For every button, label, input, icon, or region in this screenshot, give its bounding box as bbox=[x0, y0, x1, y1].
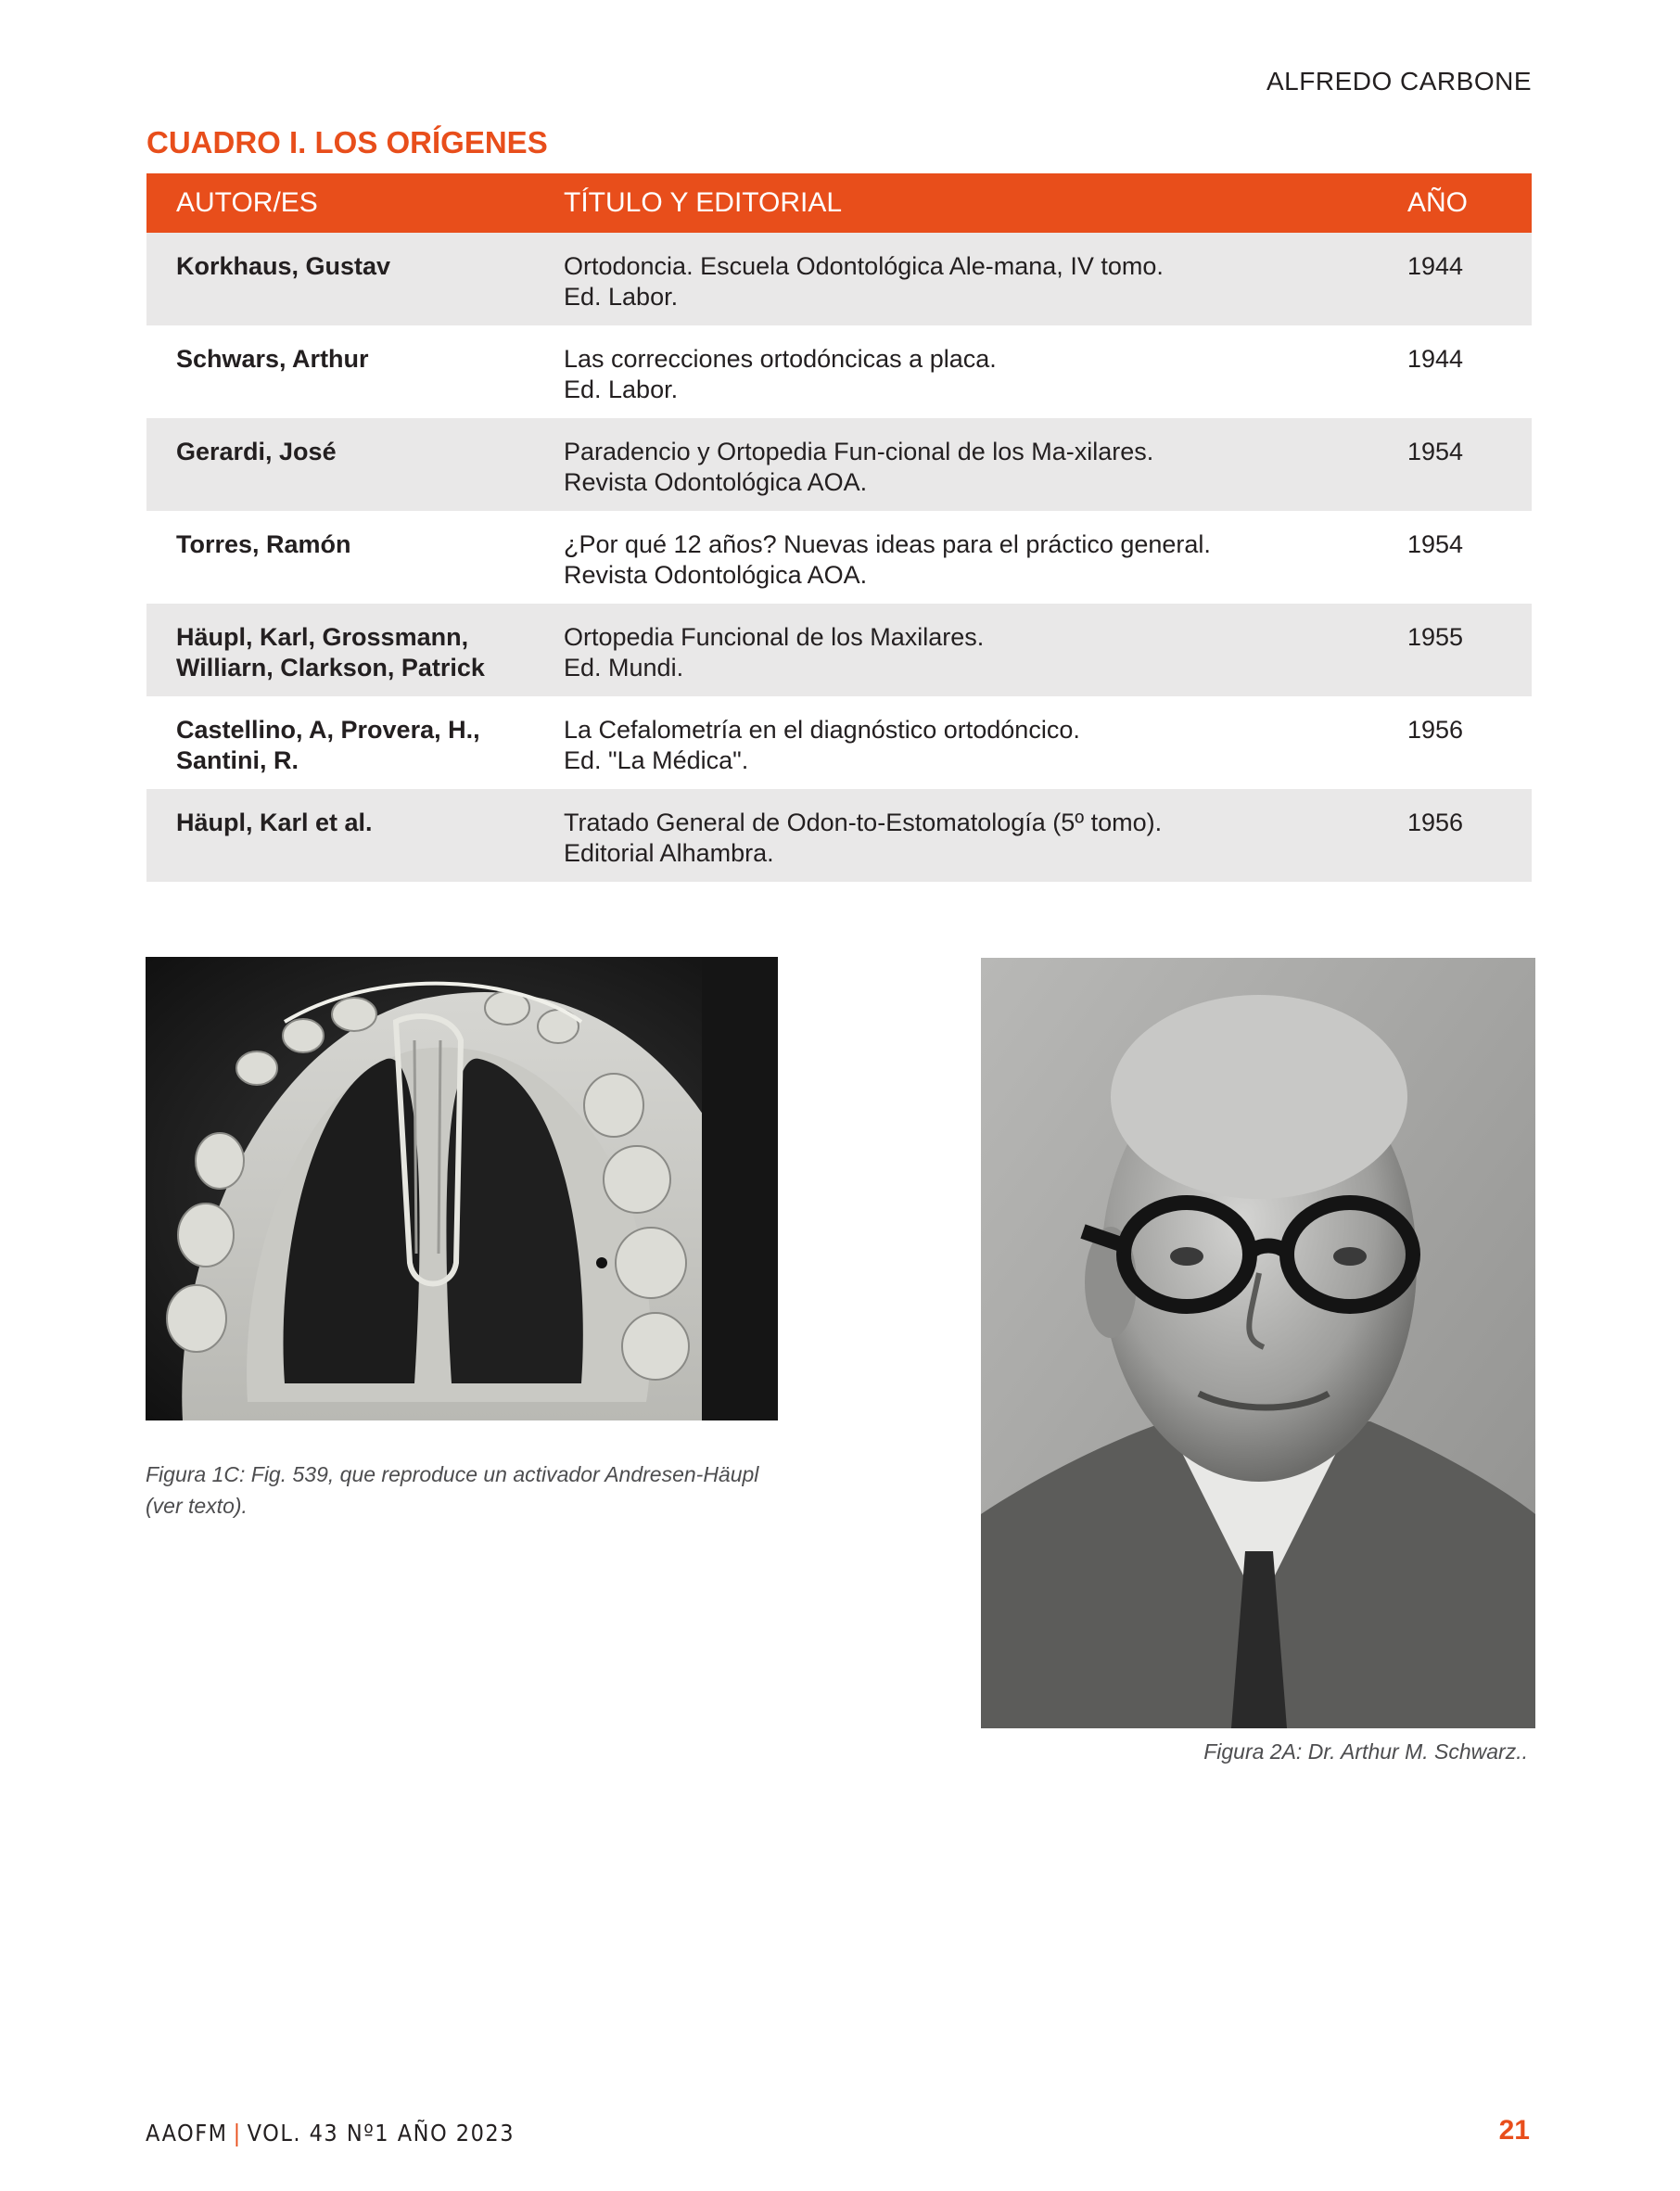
title-cell bbox=[534, 233, 1380, 325]
author-line: Castellino, A, Provera, H., bbox=[176, 716, 480, 744]
table-row bbox=[146, 233, 1532, 325]
footer-separator: | bbox=[233, 2120, 242, 2146]
author-cell bbox=[146, 233, 534, 325]
column-header-year: AÑO bbox=[1380, 173, 1532, 233]
title-line: Ed. Labor. bbox=[564, 376, 679, 403]
table-row bbox=[146, 604, 1532, 696]
table-title: CUADRO I. LOS ORÍGENES bbox=[146, 125, 548, 159]
title-cell bbox=[534, 418, 1380, 511]
author-line: Korkhaus, Gustav bbox=[176, 252, 391, 280]
year-cell: 1944 bbox=[1380, 233, 1532, 325]
column-header-title: TÍTULO Y EDITORIAL bbox=[534, 173, 1380, 233]
caption-line: (ver texto). bbox=[146, 1494, 248, 1518]
dental-cast-image bbox=[146, 957, 778, 1420]
author-line: Williarn, Clarkson, Patrick bbox=[176, 654, 485, 682]
author-cell bbox=[146, 789, 534, 882]
year-cell: 1956 bbox=[1380, 696, 1532, 789]
table-row bbox=[146, 325, 1532, 418]
title-line: Ortopedia Funcional de los Maxilares. bbox=[564, 623, 985, 651]
journal-issue: VOL. 43 Nº1 AÑO 2023 bbox=[247, 2120, 515, 2146]
title-line: Revista Odontológica AOA. bbox=[564, 468, 868, 496]
title-cell bbox=[534, 789, 1380, 882]
title-line: Revista Odontológica AOA. bbox=[564, 561, 868, 589]
table-row bbox=[146, 789, 1532, 882]
year-cell: 1944 bbox=[1380, 325, 1532, 418]
author-cell bbox=[146, 511, 534, 604]
title-line: Ed. "La Médica". bbox=[564, 746, 749, 774]
title-line: Paradencio y Ortopedia Fun-cional de los Ma-xilares. bbox=[564, 438, 1154, 465]
author-line: Schwars, Arthur bbox=[176, 345, 369, 373]
author-cell bbox=[146, 604, 534, 696]
column-header-authors: AUTOR/ES bbox=[146, 173, 534, 233]
running-head: ALFREDO CARBONE bbox=[1266, 67, 1532, 96]
title-cell bbox=[534, 696, 1380, 789]
table-row bbox=[146, 511, 1532, 604]
year-cell: 1954 bbox=[1380, 511, 1532, 604]
table-header-row bbox=[146, 173, 1532, 233]
title-line: Ed. Labor. bbox=[564, 283, 679, 311]
author-cell bbox=[146, 418, 534, 511]
title-cell bbox=[534, 604, 1380, 696]
figure-1c-caption bbox=[146, 1459, 850, 1522]
year-cell: 1954 bbox=[1380, 418, 1532, 511]
title-line: La Cefalometría en el diagnóstico ortodóncico. bbox=[564, 716, 1080, 744]
table-body bbox=[146, 233, 1532, 882]
table-row bbox=[146, 696, 1532, 789]
figure-2a-caption: Figura 2A: Dr. Arthur M. Schwarz.. bbox=[1203, 1739, 1528, 1764]
caption-line: Figura 1C: Fig. 539, que reproduce un activador Andresen-Häupl bbox=[146, 1462, 759, 1486]
journal-name: AAOFM bbox=[146, 2120, 228, 2146]
title-line: Editorial Alhambra. bbox=[564, 839, 774, 867]
title-cell bbox=[534, 325, 1380, 418]
title-cell bbox=[534, 511, 1380, 604]
title-line: Ed. Mundi. bbox=[564, 654, 684, 682]
portrait-image bbox=[981, 958, 1535, 1728]
table-row bbox=[146, 418, 1532, 511]
author-cell bbox=[146, 696, 534, 789]
journal-footer bbox=[146, 2120, 515, 2146]
title-line: Las correcciones ortodóncicas a placa. bbox=[564, 345, 997, 373]
title-line: Ortodoncia. Escuela Odontológica Ale-mana, IV tomo. bbox=[564, 252, 1164, 280]
author-line: Häupl, Karl, Grossmann, bbox=[176, 623, 469, 651]
references-table bbox=[146, 173, 1532, 882]
page-number: 21 bbox=[1498, 2115, 1530, 2146]
author-line: Häupl, Karl et al. bbox=[176, 809, 373, 836]
title-line: Tratado General de Odon-to-Estomatología (5º tomo). bbox=[564, 809, 1163, 836]
figure-portrait-photo bbox=[981, 958, 1535, 1728]
author-line: Santini, R. bbox=[176, 746, 299, 774]
title-line: ¿Por qué 12 años? Nuevas ideas para el práctico general. bbox=[564, 530, 1211, 558]
year-cell: 1955 bbox=[1380, 604, 1532, 696]
year-cell: 1956 bbox=[1380, 789, 1532, 882]
figure-activator-photo bbox=[146, 957, 778, 1420]
author-line: Torres, Ramón bbox=[176, 530, 351, 558]
author-cell bbox=[146, 325, 534, 418]
author-line: Gerardi, José bbox=[176, 438, 337, 465]
